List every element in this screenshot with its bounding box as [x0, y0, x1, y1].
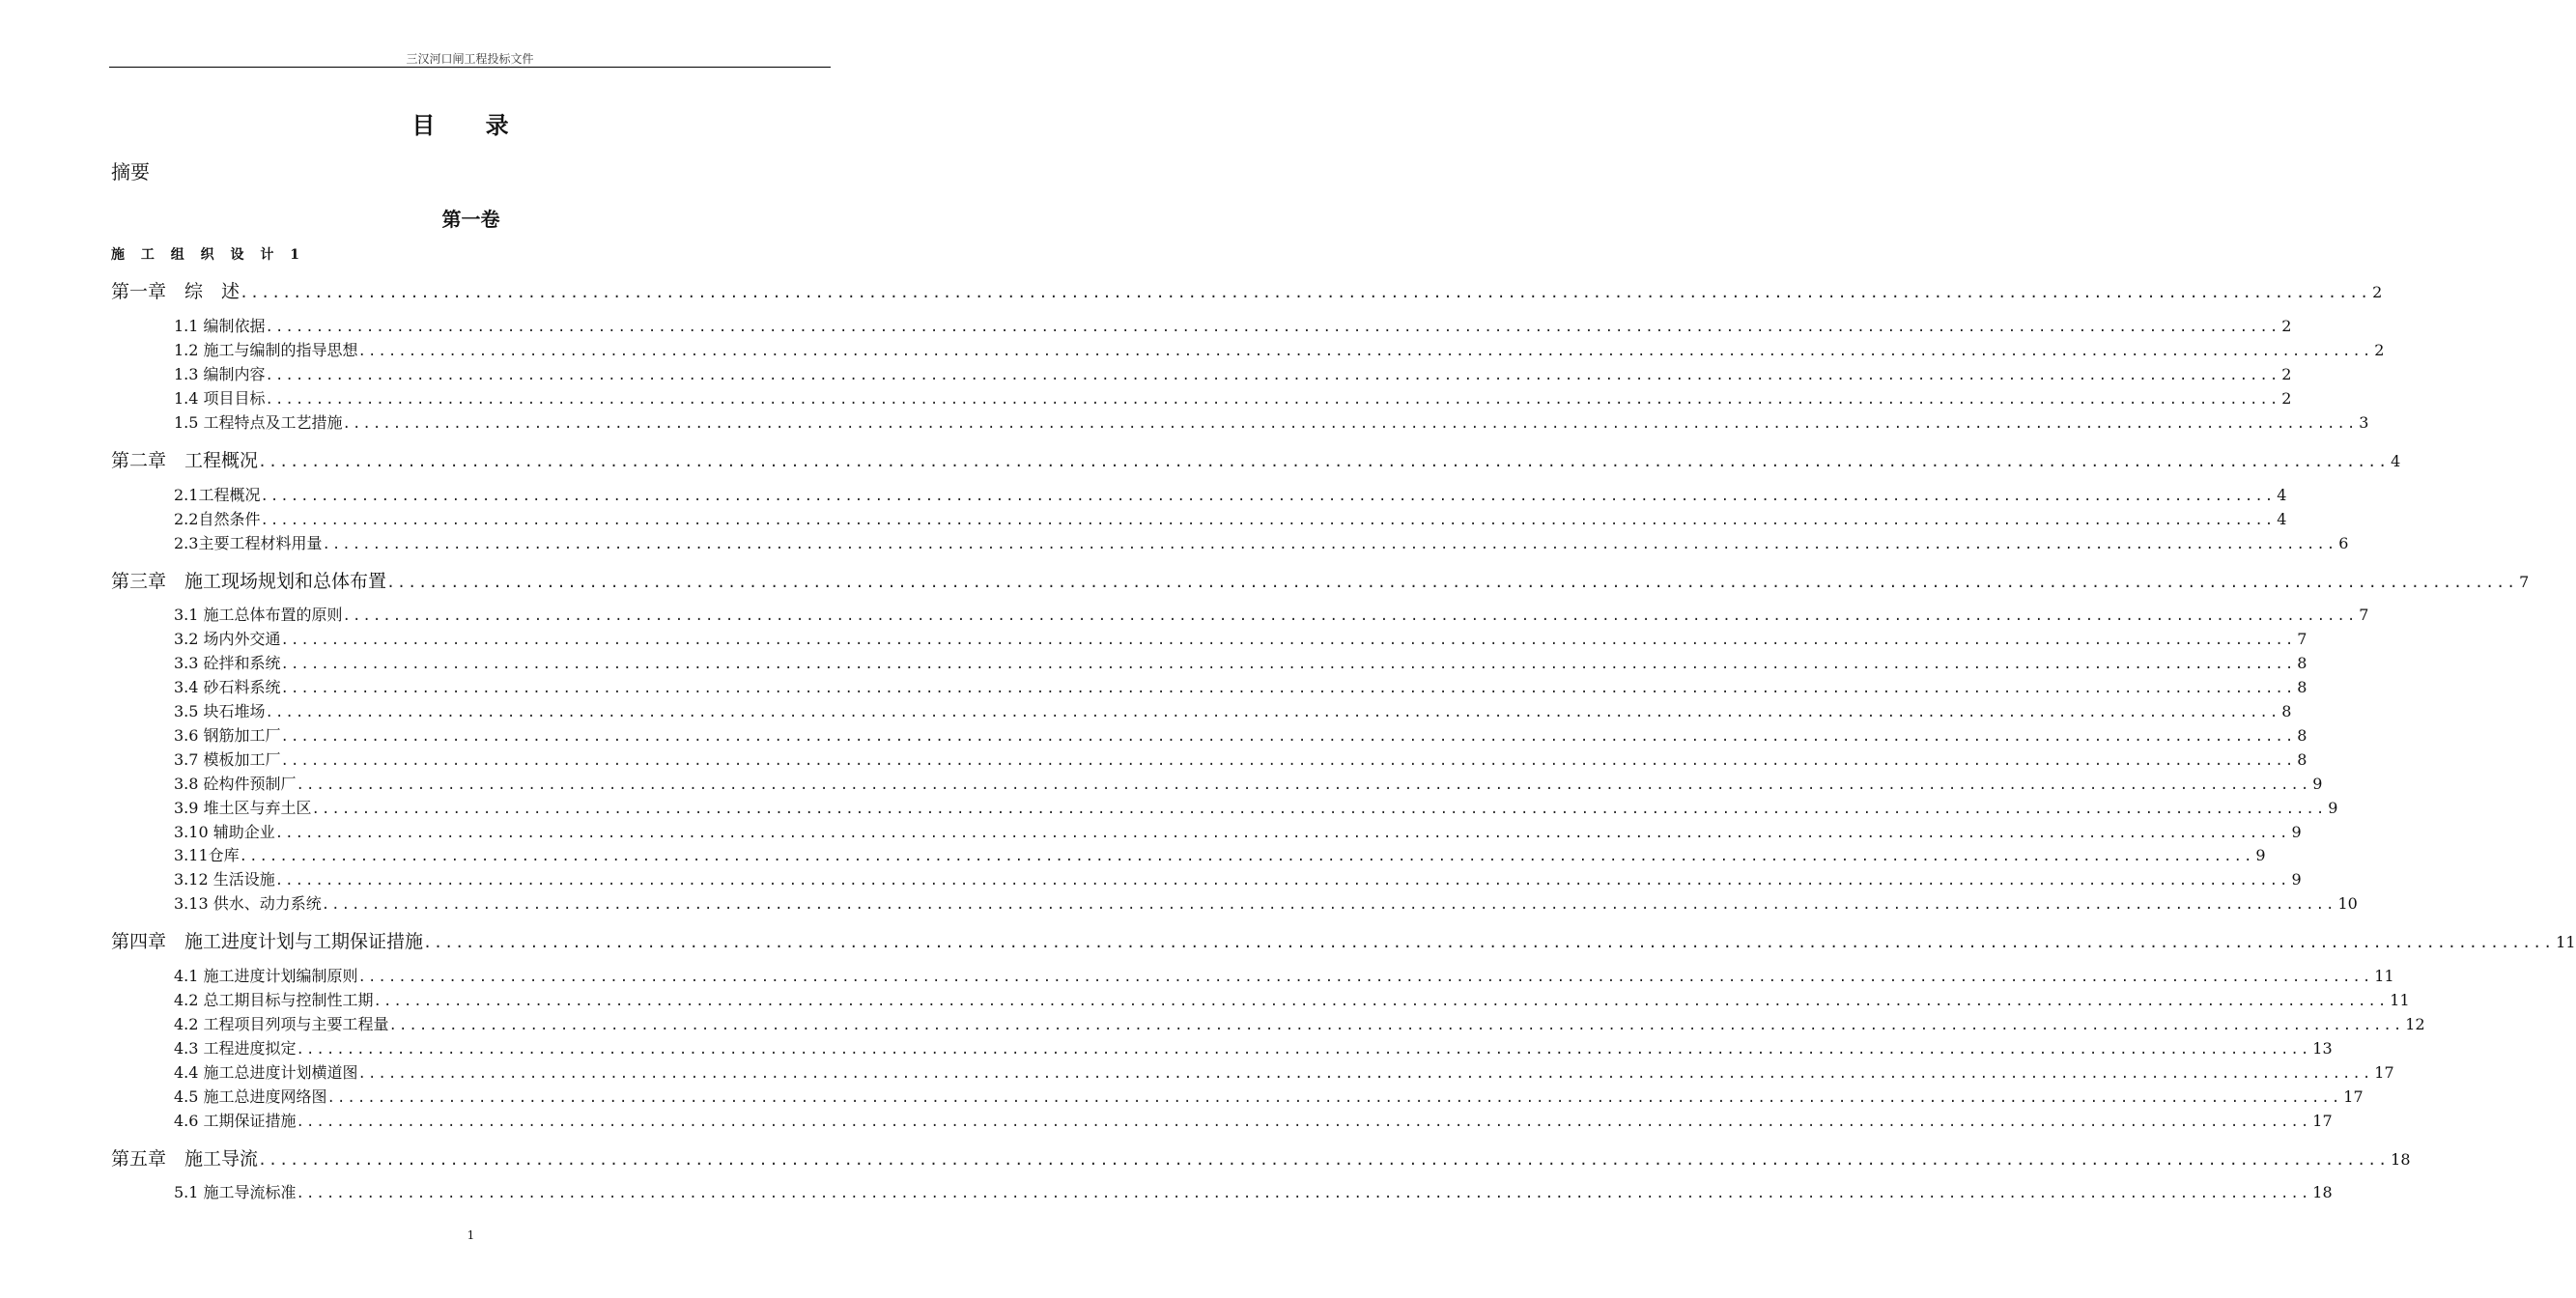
toc-subsection-entry[interactable] — [174, 988, 2410, 1010]
toc-entry-label: 1.4 项目目标 — [174, 389, 266, 408]
toc-subsection-entry[interactable] — [174, 843, 2266, 865]
toc-leader-dots: ........................................................................................................................................................................................................ — [423, 934, 2555, 951]
toc-entry-label: 3.13 供水、动力系统 — [174, 894, 322, 913]
volume-title: 第一卷 — [441, 208, 500, 231]
toc-entry-label: 1.5 工程特点及工艺措施 — [174, 413, 343, 432]
toc-entry-label: 5.1 施工导流标准 — [174, 1183, 297, 1201]
toc-leader-dots: ........................................................................................................................................................................................................ — [280, 729, 2296, 745]
toc-page-number: 8 — [2297, 654, 2307, 672]
toc-subsection-entry[interactable] — [174, 627, 2307, 649]
toc-subsection-entry[interactable] — [174, 314, 2292, 336]
toc-chapter-entry[interactable] — [111, 927, 2576, 953]
toc-subsection-entry[interactable] — [174, 1180, 2333, 1202]
toc-page-number: 17 — [2312, 1112, 2333, 1130]
toc-leader-dots: ........................................................................................................................................................................................................ — [239, 849, 2254, 864]
toc-subsection-entry[interactable] — [174, 507, 2287, 529]
toc-entry-label: 3.6 钢筋加工厂 — [174, 726, 281, 745]
toc-entry-label: 3.4 砂石料系统 — [174, 678, 281, 696]
page-number: 1 — [467, 1228, 475, 1242]
toc-subsection-entry[interactable] — [174, 675, 2307, 697]
toc-subsection-entry[interactable] — [174, 1060, 2394, 1083]
toc-page-number: 7 — [2519, 573, 2530, 591]
toc-subsection-entry[interactable] — [174, 964, 2394, 986]
toc-leader-dots: ........................................................................................................................................................................................................ — [373, 994, 2389, 1009]
toc-page-number: 10 — [2337, 894, 2358, 913]
toc-page-number: 3 — [2359, 413, 2369, 432]
toc-subsection-entry[interactable] — [174, 362, 2292, 384]
toc-page-number: 4 — [2391, 452, 2401, 470]
toc-page-number: 18 — [2312, 1183, 2333, 1201]
toc-page-number: 9 — [2291, 870, 2302, 889]
toc-entry-label: 4.4 施工总进度计划横道图 — [174, 1063, 358, 1082]
toc-leader-dots: ........................................................................................................................................................................................................ — [280, 681, 2296, 696]
toc-page-number: 7 — [2359, 606, 2369, 624]
toc-entry-label: 第三章 施工现场规划和总体布置 — [111, 571, 387, 592]
toc-page-number: 8 — [2281, 702, 2292, 720]
toc-page-number: 11 — [2374, 967, 2394, 985]
toc-leader-dots: ........................................................................................................................................................................................................ — [326, 1090, 2342, 1106]
toc-leader-dots: ........................................................................................................................................................................................................ — [280, 657, 2296, 672]
toc-subsection-entry[interactable] — [174, 699, 2292, 721]
toc-entry-label: 3.1 施工总体布置的原则 — [174, 606, 343, 624]
running-header: 三汉河口闸工程投标文件 — [406, 52, 534, 66]
toc-chapter-entry[interactable] — [111, 277, 2383, 303]
toc-leader-dots: ........................................................................................................................................................................................................ — [386, 574, 2518, 591]
toc-entry-label: 3.7 模板加工厂 — [174, 750, 281, 769]
toc-leader-dots: ........................................................................................................................................................................................................ — [322, 537, 2337, 552]
toc-page-number: 2 — [2281, 365, 2292, 383]
toc-leader-dots: ........................................................................................................................................................................................................ — [342, 608, 2358, 624]
toc-entry-label: 3.8 砼构件预制厂 — [174, 775, 297, 793]
toc-page-number: 8 — [2297, 678, 2307, 696]
toc-leader-dots: ........................................................................................................................................................................................................ — [296, 777, 2311, 793]
toc-subsection-entry[interactable] — [174, 748, 2307, 770]
toc-entry-label: 第一章 综 述 — [111, 281, 241, 302]
toc-entry-label: 1.3 编制内容 — [174, 365, 266, 383]
toc-leader-dots: ........................................................................................................................................................................................................ — [321, 897, 2336, 913]
toc-page-number: 4 — [2277, 510, 2287, 528]
toc-entry-label: 3.11仓库 — [174, 846, 240, 864]
toc-entry-label: 3.5 块石堆场 — [174, 702, 266, 720]
toc-entry-label: 2.1工程概况 — [174, 486, 261, 504]
toc-subsection-entry[interactable] — [174, 603, 2369, 625]
toc-subsection-entry[interactable] — [174, 651, 2307, 673]
toc-leader-dots: ........................................................................................................................................................................................................ — [260, 489, 2276, 504]
toc-leader-dots: ........................................................................................................................................................................................................ — [357, 970, 2373, 985]
toc-leader-dots: ........................................................................................................................................................................................................ — [274, 873, 2290, 889]
toc-entry-label: 4.6 工期保证措施 — [174, 1112, 297, 1130]
toc-page-number: 2 — [2281, 389, 2292, 408]
toc-page-number: 12 — [2405, 1015, 2425, 1033]
toc-subsection-entry[interactable] — [174, 1012, 2425, 1034]
toc-subsection-entry[interactable] — [174, 820, 2302, 842]
toc-leader-dots: ........................................................................................................................................................................................................ — [296, 1042, 2311, 1058]
toc-page-number: 11 — [2390, 991, 2410, 1009]
toc-subsection-entry[interactable] — [174, 338, 2385, 360]
toc-subsection-entry[interactable] — [174, 891, 2358, 914]
toc-entry-label: 3.2 场内外交通 — [174, 630, 281, 648]
toc-leader-dots: ........................................................................................................................................................................................................ — [311, 802, 2327, 817]
toc-page-number: 17 — [2374, 1063, 2394, 1082]
toc-entry-label: 3.9 堆土区与弃土区 — [174, 799, 312, 817]
toc-leader-dots: ........................................................................................................................................................................................................ — [280, 633, 2296, 648]
toc-leader-dots: ........................................................................................................................................................................................................ — [388, 1018, 2404, 1033]
toc-page-number: 18 — [2391, 1150, 2411, 1169]
toc-entry-label: 3.3 砼拌和系统 — [174, 654, 281, 672]
toc-entry-label: 4.2 工程项目列项与主要工程量 — [174, 1015, 389, 1033]
toc-leader-dots: ........................................................................................................................................................................................................ — [274, 826, 2290, 841]
toc-entry-label: 3.12 生活设施 — [174, 870, 275, 889]
toc-subsection-entry[interactable] — [174, 483, 2287, 505]
toc-subsection-entry[interactable] — [174, 386, 2292, 409]
toc-entry-label: 1.1 编制依据 — [174, 317, 266, 335]
toc-entry-label: 第五章 施工导流 — [111, 1148, 259, 1170]
toc-subsection-entry[interactable] — [174, 772, 2323, 794]
toc-page-number: 6 — [2338, 534, 2349, 552]
toc-page-number: 2 — [2372, 283, 2383, 301]
toc-page-number: 8 — [2297, 750, 2307, 769]
toc-subsection-entry[interactable] — [174, 1085, 2364, 1107]
toc-leader-dots: ........................................................................................................................................................................................................ — [265, 368, 2280, 383]
toc-entry-label: 4.1 施工进度计划编制原则 — [174, 967, 358, 985]
toc-abstract: 摘要 — [111, 160, 150, 183]
toc-page-number: 17 — [2343, 1087, 2364, 1106]
toc-page-number: 11 — [2556, 933, 2576, 951]
toc-entry-label: 2.3主要工程材料用量 — [174, 534, 323, 552]
toc-page-number: 9 — [2312, 775, 2323, 793]
toc-page-number: 2 — [2374, 341, 2385, 359]
toc-leader-dots: ........................................................................................................................................................................................................ — [258, 453, 2390, 470]
toc-page-number: 7 — [2297, 630, 2307, 648]
toc-subsection-entry[interactable] — [174, 1109, 2333, 1131]
toc-title: 目 录 — [411, 111, 530, 139]
toc-page-number: 4 — [2277, 486, 2287, 504]
toc-entry-label: 2.2自然条件 — [174, 510, 261, 528]
section-heading: 施 工 组 织 设 计 1 — [111, 247, 305, 263]
toc-page-number: 8 — [2297, 726, 2307, 745]
toc-page-number: 9 — [2255, 846, 2266, 864]
toc-entry-label: 第二章 工程概况 — [111, 450, 259, 471]
toc-subsection-entry[interactable] — [174, 723, 2307, 746]
toc-chapter-entry[interactable] — [111, 446, 2401, 472]
toc-leader-dots: ........................................................................................................................................................................................................ — [265, 392, 2280, 408]
toc-leader-dots: ........................................................................................................................................................................................................ — [258, 1151, 2390, 1169]
toc-entry-label: 4.5 施工总进度网络图 — [174, 1087, 327, 1106]
toc-leader-dots: ........................................................................................................................................................................................................ — [296, 1115, 2311, 1130]
toc-leader-dots: ........................................................................................................................................................................................................ — [265, 320, 2280, 335]
toc-leader-dots: ........................................................................................................................................................................................................ — [357, 1066, 2373, 1082]
toc-subsection-entry[interactable] — [174, 410, 2369, 433]
toc-entry-label: 4.2 总工期目标与控制性工期 — [174, 991, 374, 1009]
toc-page-number: 9 — [2328, 799, 2338, 817]
toc-entry-label: 第四章 施工进度计划与工期保证措施 — [111, 931, 424, 952]
toc-leader-dots: ........................................................................................................................................................................................................ — [260, 513, 2276, 528]
toc-entry-label: 1.2 施工与编制的指导思想 — [174, 341, 358, 359]
toc-leader-dots: ........................................................................................................................................................................................................ — [296, 1186, 2311, 1201]
toc-leader-dots: ........................................................................................................................................................................................................ — [240, 284, 2371, 301]
toc-chapter-entry[interactable] — [111, 567, 2530, 593]
toc-subsection-entry[interactable] — [174, 531, 2349, 553]
toc-entry-label: 3.10 辅助企业 — [174, 823, 275, 841]
toc-subsection-entry[interactable] — [174, 796, 2338, 818]
toc-leader-dots: ........................................................................................................................................................................................................ — [357, 344, 2373, 359]
toc-leader-dots: ........................................................................................................................................................................................................ — [342, 416, 2358, 432]
toc-page-number: 9 — [2291, 823, 2302, 841]
toc-leader-dots: ........................................................................................................................................................................................................ — [265, 705, 2280, 720]
toc-chapter-entry[interactable] — [111, 1144, 2411, 1171]
toc-subsection-entry[interactable] — [174, 867, 2302, 889]
toc-subsection-entry[interactable] — [174, 1036, 2333, 1058]
toc-entry-label: 4.3 工程进度拟定 — [174, 1039, 297, 1058]
toc-leader-dots: ........................................................................................................................................................................................................ — [280, 753, 2296, 769]
toc-page-number: 13 — [2312, 1039, 2333, 1058]
toc-page-number: 2 — [2281, 317, 2292, 335]
